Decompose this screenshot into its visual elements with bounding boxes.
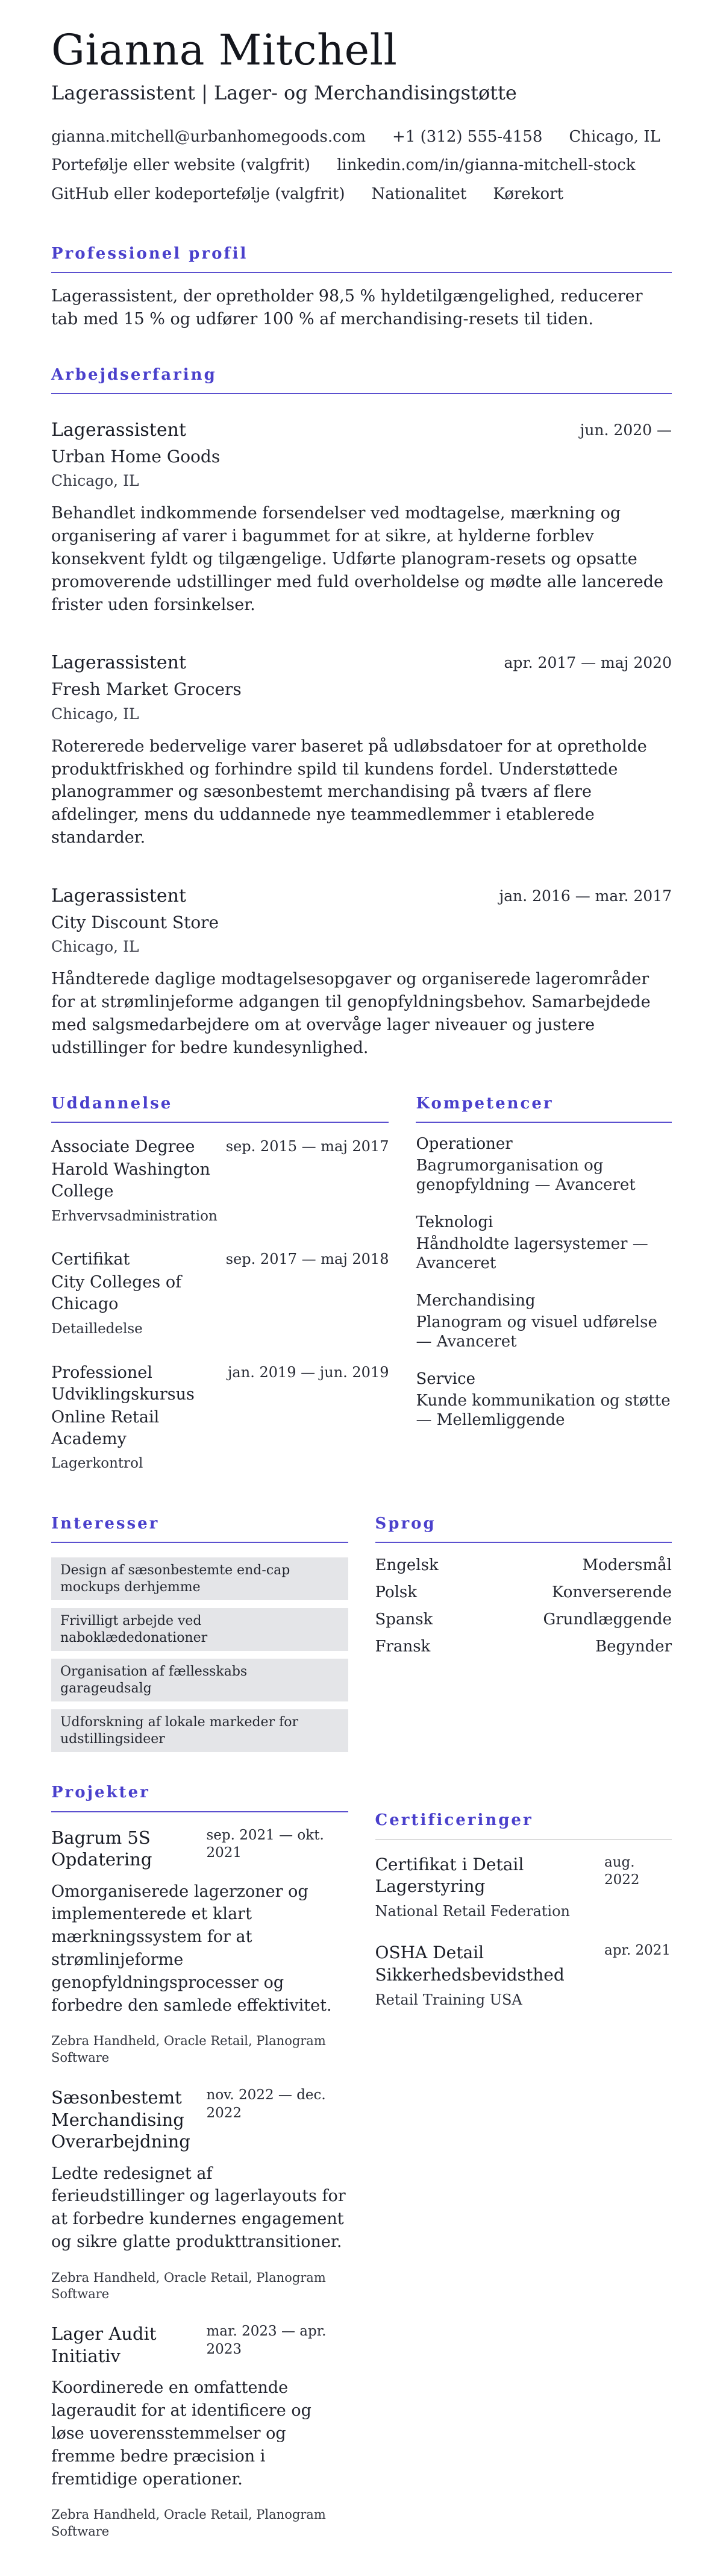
contact-linkedin: linkedin.com/in/gianna-mitchell-stock [337, 156, 636, 175]
languages-heading: Sprog [375, 1515, 436, 1533]
skill-entry [416, 1213, 672, 1274]
skill-category: Service [416, 1369, 476, 1388]
skill-entry [416, 1292, 672, 1352]
job-location: Chicago, IL [51, 938, 139, 956]
education-entry [51, 1362, 389, 1472]
project-header [51, 2323, 348, 2367]
job-company: Fresh Market Grocers [51, 679, 242, 700]
certification-title: OSHA Detail Sikkerhedsbevidsthed [375, 1943, 565, 1985]
project-technologies: Zebra Handheld, Oracle Retail, Planogram Software [51, 2034, 326, 2065]
education-degree: Associate Degree [51, 1137, 195, 1156]
projects-heading: Projekter [51, 1783, 150, 1802]
language-level: Konverserende [552, 1583, 672, 1602]
education-dates: sep. 2015 — maj 2017 [225, 1137, 389, 1155]
language-name: Polsk [375, 1583, 418, 1602]
job-company: City Discount Store [51, 912, 219, 932]
job-main [51, 885, 219, 957]
education-school: City Colleges of Chicago [51, 1273, 182, 1314]
project-technologies: Zebra Handheld, Oracle Retail, Planogram Software [51, 2270, 326, 2302]
education-focus: Detailledelse [51, 1321, 143, 1337]
language-level: Grundlæggende [543, 1610, 672, 1629]
section-profile [51, 245, 672, 331]
interest-tag: Organisation af fællesskabs garageudsalg [51, 1659, 348, 1701]
education-dates: sep. 2017 — maj 2018 [225, 1251, 389, 1268]
section-divider [51, 1542, 348, 1543]
header [51, 25, 672, 204]
project-entry [51, 2323, 348, 2540]
contact-row-1 [51, 128, 672, 146]
contact-nationality-placeholder: Nationalitet [371, 184, 467, 203]
skill-detail: Bagrumorganisation og genopfyldning — Avanceret [416, 1156, 636, 1194]
education-heading: Uddannelse [51, 1094, 173, 1113]
section-divider [375, 1542, 672, 1543]
job-entry [51, 652, 672, 849]
skill-category: Operationer [416, 1134, 513, 1153]
job-dates: apr. 2017 — maj 2020 [504, 654, 672, 672]
language-name: Engelsk [375, 1556, 439, 1575]
contact-row-2 [51, 156, 672, 175]
section-skills [416, 1095, 672, 1430]
certification-date: apr. 2021 [604, 1943, 671, 1959]
project-dates: mar. 2023 — apr. 2023 [206, 2323, 327, 2358]
project-entry [51, 2087, 348, 2302]
education-dates: jan. 2019 — jun. 2019 [227, 1363, 389, 1381]
education-degree: Certifikat [51, 1250, 130, 1269]
job-title: Lagerassistent [51, 652, 186, 674]
contact-github-placeholder: GitHub eller kodeportefølje (valgfrit) [51, 184, 345, 203]
section-education [51, 1095, 389, 1473]
certification-entry [375, 1854, 672, 1921]
certification-main [375, 1942, 596, 2009]
person-name: Gianna Mitchell [51, 25, 398, 75]
project-dates: nov. 2022 — dec. 2022 [206, 2087, 326, 2121]
job-company: Urban Home Goods [51, 446, 221, 467]
job-description: Håndterede daglige modtagelsesopgaver og organiserede lagerområder for at strømlinjeforme adgangen til genopfyldningsbehov. Samarbejdede med salgsmedarbejdere om at overvåge lager niveauer og justere udstillinger for bedre kundesynlighed. [51, 970, 651, 1057]
columns-projects-certifications [51, 1783, 672, 2540]
section-languages [375, 1515, 672, 1656]
job-header [51, 885, 672, 957]
job-header [51, 419, 672, 491]
contact-info [51, 128, 672, 204]
skills-heading: Kompetencer [416, 1094, 554, 1113]
certification-date: aug. 2022 [604, 1854, 640, 1888]
section-divider [51, 1811, 348, 1812]
interest-tag: Udforskning af lokale markeder for udstillingsideer [51, 1709, 348, 1752]
education-focus: Erhvervsadministration [51, 1208, 218, 1224]
certification-issuer: Retail Training USA [375, 1991, 522, 2009]
section-divider [51, 393, 672, 394]
profile-heading: Professionel profil [51, 244, 248, 263]
job-title: Lagerassistent [51, 885, 186, 906]
certification-title: Certifikat i Detail Lagerstyring [375, 1854, 524, 1896]
interests-heading: Interesser [51, 1515, 160, 1533]
language-list [375, 1556, 672, 1656]
project-technologies: Zebra Handheld, Oracle Retail, Planogram Software [51, 2507, 326, 2539]
profile-text: Lagerassistent, der opretholder 98,5 % hyldetilgængelighed, reducerer tab med 15 % og udfører 100 % af merchandising-resets til tiden. [51, 286, 643, 328]
experience-heading: Arbejdserfaring [51, 365, 217, 384]
columns-education-skills [51, 1095, 672, 1473]
project-description: Ledte redesignet af ferieudstillinger og lagerlayouts for at forbedre kundernes engagement og sikre glatte produkttransitioner. [51, 2164, 346, 2251]
contact-location: Chicago, IL [569, 128, 660, 146]
columns-interests-languages [51, 1515, 672, 1752]
skill-detail: Håndholdte lagersystemer — Avanceret [416, 1234, 648, 1272]
contact-phone: +1 (312) 555-4158 [392, 128, 543, 146]
project-title: Lager Audit Initiativ [51, 2323, 157, 2366]
language-row [375, 1610, 672, 1629]
certification-issuer: National Retail Federation [375, 1903, 570, 1920]
education-school: Harold Washington College [51, 1160, 210, 1201]
job-description: Behandlet indkommende forsendelser ved modtagelse, mærkning og organisering af varer i bagummet for at sikre, at hylderne forblev konsekvent fyldt og tilgængelige. Udførte planogram-resets og opsatte promoverende udstillinger med fuld overholdelse og mødte alle lancerede frister uden forsinkelser. [51, 504, 664, 614]
project-description: Omorganiserede lagerzoner og implementerede et klart mærkningssystem for at strømlinjeforme genopfyldningsprocesser og forbedre den samlede effektivitet. [51, 1882, 332, 2015]
contact-license-placeholder: Kørekort [493, 184, 564, 203]
language-row [375, 1638, 672, 1656]
education-main [51, 1249, 218, 1337]
job-dates: jan. 2016 — mar. 2017 [499, 887, 672, 905]
job-description: Rotererede bedervelige varer baseret på udløbsdatoer for at opretholde produktfriskhed og forhindre spild til kundens fordel. Understøttede planogrammer og sæsonbestemt merchandising på tværs af flere afdelinger, mens du uddannede nye teammedlemmer i etablerede standarder. [51, 737, 647, 847]
contact-website-placeholder: Portefølje eller website (valgfrit) [51, 156, 311, 175]
skill-entry [416, 1370, 672, 1430]
contact-row-3 [51, 185, 672, 204]
headline: Lagerassistent | Lager- og Merchandisingstøtte [51, 81, 517, 105]
job-main [51, 419, 220, 491]
certification-entry [375, 1942, 672, 2009]
education-degree: Professionel Udviklingskursus [51, 1363, 195, 1404]
interest-tags [51, 1557, 348, 1752]
project-header [51, 2087, 348, 2153]
language-level: Begynder [595, 1638, 672, 1656]
skill-entry [416, 1135, 672, 1195]
skill-category: Teknologi [416, 1213, 493, 1231]
skill-detail: Kunde kommunikation og støtte — Mellemliggende [416, 1391, 671, 1429]
education-entry [51, 1136, 389, 1225]
education-school: Online Retail Academy [51, 1407, 160, 1448]
project-title: Bagrum 5S Opdatering [51, 1827, 152, 1870]
certifications-heading: Certificeringer [375, 1811, 533, 1830]
job-main [51, 652, 242, 723]
section-divider [416, 1122, 672, 1123]
section-experience [51, 366, 672, 1060]
project-entry [51, 1827, 348, 2066]
language-row [375, 1583, 672, 1601]
skill-category: Merchandising [416, 1291, 536, 1310]
section-projects [51, 1783, 348, 2540]
certification-main [375, 1854, 596, 1921]
skill-detail: Planogram og visuel udførelse — Avanceret [416, 1313, 657, 1351]
education-entry [51, 1249, 389, 1337]
section-certifications [375, 1811, 672, 2009]
job-header [51, 652, 672, 723]
project-dates: sep. 2021 — okt. 2021 [206, 1827, 324, 1861]
project-header [51, 1827, 348, 1871]
section-divider [51, 272, 672, 273]
interest-tag: Design af sæsonbestemte end-cap mockups derhjemme [51, 1557, 348, 1600]
education-main [51, 1362, 219, 1472]
contact-email: gianna.mitchell@urbanhomegoods.com [51, 128, 366, 146]
project-title: Sæsonbestemt Merchandising Overarbejdning [51, 2087, 190, 2152]
job-location: Chicago, IL [51, 472, 139, 490]
language-row [375, 1556, 672, 1574]
education-main [51, 1136, 218, 1225]
section-divider [51, 1122, 389, 1123]
project-description: Koordinerede en omfattende lageraudit for at identificere og løse uoverensstemmelser og fremme bedre præcision i fremtidige operationer. [51, 2378, 311, 2489]
job-location: Chicago, IL [51, 705, 139, 723]
education-focus: Lagerkontrol [51, 1456, 143, 1472]
job-entry [51, 419, 672, 617]
section-interests [51, 1515, 348, 1752]
job-dates: jun. 2020 — [580, 421, 672, 439]
interest-tag: Frivilligt arbejde ved naboklædedonationer [51, 1608, 348, 1651]
language-level: Modersmål [582, 1556, 672, 1575]
job-entry [51, 885, 672, 1060]
language-name: Spansk [375, 1610, 433, 1629]
language-name: Fransk [375, 1638, 431, 1656]
job-title: Lagerassistent [51, 419, 186, 441]
